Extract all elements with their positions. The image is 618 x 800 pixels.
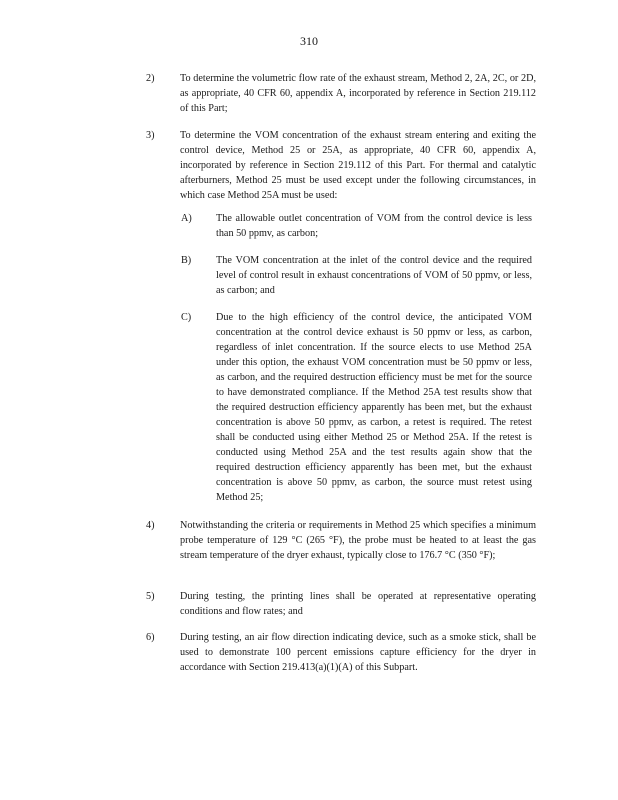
item-text: Due to the high efficiency of the control device, the anticipated VOM concentration at the control device exhaust is 50 ppmv or less, as carbon, regardless of inlet concentration. If the source elects to use Method 25A under this option, the exhaust VOM concentration must be 50 ppmv or less, as carbon, and the required destruction efficiency must be met for the source to have demonstrated compliance. If the Method 25A test results show that the required destruction efficiency apparently has been met, but the exhaust concentration is above 50 ppmv, as carbon, a retest is required. The retest shall be conducted using either Method 25 or Method 25A. If the retest is conducted using Method 25A and the test results again show that the required destruction efficiency apparently has been met, but the exhaust concentration is above 50 ppmv, as carbon, the source must retest using Method 25;	[216, 312, 532, 503]
item-label: 3)	[146, 130, 155, 141]
item-text: To determine the VOM concentration of the exhaust stream entering and exiting the control device, Method 25 or 25A, as appropriate, 40 CFR 60, appendix A, incorporated by reference in Section 219.112 of this Part. For thermal and catalytic afterburners, Method 25 must be used except under the following circumstances, in which case Method 25A must be used:	[180, 130, 536, 201]
item-label: 2)	[146, 73, 155, 84]
item-label: A)	[181, 213, 192, 224]
item-text: Notwithstanding the criteria or requirements in Method 25 which specifies a minimum probe temperature of 129 °C (265 °F), the probe must be heated to at least the gas stream temperature of the dryer exhaust, typically close to 176.7 °C (350 °F);	[180, 520, 536, 561]
item-label: 5)	[146, 591, 155, 602]
item-label: 6)	[146, 632, 155, 643]
item-label: 4)	[146, 520, 155, 531]
item-text: The VOM concentration at the inlet of the control device and the required level of control result in exhaust concentrations of VOM of 50 ppmv, or less, as carbon; and	[216, 255, 532, 296]
item-text: During testing, the printing lines shall be operated at representative operating conditions and flow rates; and	[180, 591, 536, 617]
item-text: During testing, an air flow direction indicating device, such as a smoke stick, shall be used to demonstrate 100 percent emissions capture efficiency for the dryer in accordance with Section 219.413(a)(1)(A) of this Subpart.	[180, 632, 536, 673]
page-number: 310	[300, 34, 318, 48]
item-text: The allowable outlet concentration of VOM from the control device is less than 50 ppmv, as carbon;	[216, 213, 532, 239]
item-text: To determine the volumetric flow rate of the exhaust stream, Method 2, 2A, 2C, or 2D, as appropriate, 40 CFR 60, appendix A, incorporated by reference in Section 219.112 of this Part;	[180, 73, 536, 114]
item-label: C)	[181, 312, 192, 323]
item-label: B)	[181, 255, 192, 266]
